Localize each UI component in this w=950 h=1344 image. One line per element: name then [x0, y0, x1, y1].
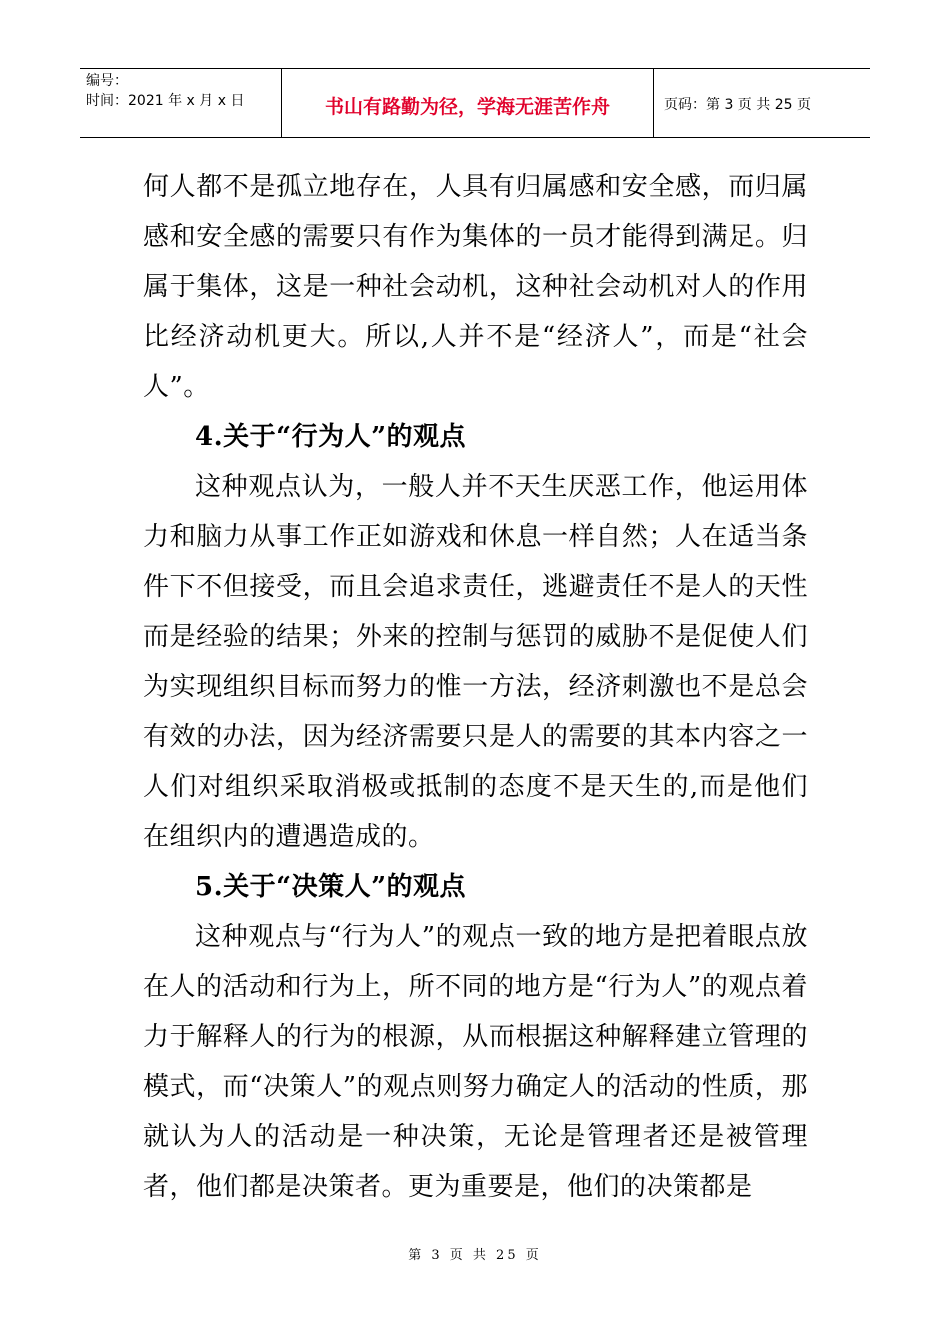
page-footer: 第 3 页 共 25 页: [408, 1248, 542, 1263]
paragraph: 这种观点认为，一般人并不天生厌恶工作，他运用体力和脑力从事工作正如游戏和休息一样自然；人在适当条件下不但接受，而且会追求责任，逃避责任不是人的天性而是经验的结果；外来的控制与惩罚的威胁不是促使人们为实现组织目标而努力的惟一方法，经济刺激也不是总会有效的办法，因为经济需要只是人的需要的其本内容之一人们对组织采取消极或抵制的态度不是天生的,而是他们在组织内的遭遇造成的。: [143, 472, 808, 852]
header-meta: [80, 69, 282, 137]
header-motto: 书山有路勤为径，学海无涯苦作舟: [282, 69, 654, 137]
document-time-label: 时间：2021 年 x 月 x 日: [86, 93, 245, 109]
document-body: [143, 162, 808, 1212]
page-header: [80, 68, 870, 138]
section-heading-4: 4.关于“行为人”的观点: [195, 422, 467, 452]
paragraph: 何人都不是孤立地存在，人具有归属感和安全感，而归属感和安全感的需要只有作为集体的一员才能得到满足。归属于集体，这是一种社会动机，这种社会动机对人的作用比经济动机更大。所以,人并不是“经济人”，而是“社会人”。: [143, 172, 808, 402]
header-page-info: 页码：第 3 页 共 25 页: [664, 97, 811, 113]
section-heading-5: 5.关于“决策人”的观点: [195, 872, 467, 902]
document-number-label: 编号：: [86, 73, 128, 89]
paragraph: 这种观点与“行为人”的观点一致的地方是把着眼点放在人的活动和行为上，所不同的地方是“行为人”的观点着力于解释人的行为的根源，从而根据这种解释建立管理的模式，而“决策人”的观点则努力确定人的活动的性质，那就认为人的活动是一种决策，无论是管理者还是被管理者，他们都是决策者。更为重要是，他们的决策都是: [143, 922, 808, 1202]
